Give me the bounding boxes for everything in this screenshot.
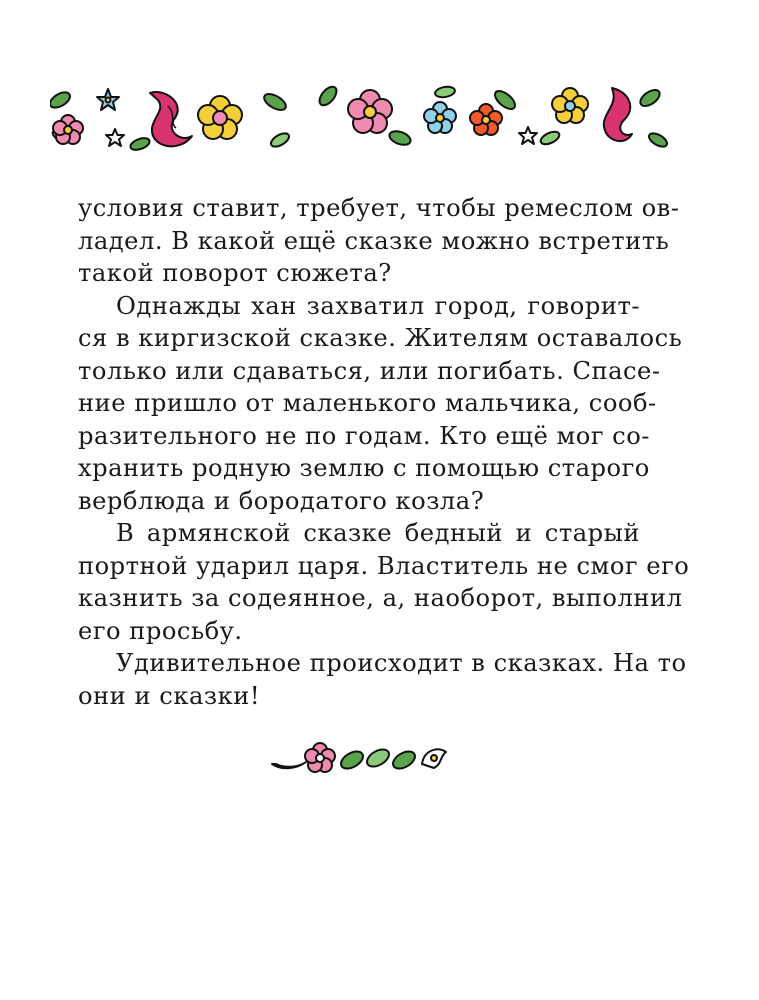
floral-divider-icon [270,738,460,778]
yellow-flower-icon [198,96,242,139]
leaf-icon [338,748,366,772]
blue-flower-icon [97,89,119,110]
leaf-icon [316,84,339,109]
yellow-flower-icon [552,88,588,123]
magenta-swirl-icon [604,88,632,141]
text-line: хранить родную землю с помощью старого [78,454,650,482]
white-flower-icon [422,749,446,768]
text-line: Удивительное происходит в сказках. На то [116,649,687,677]
leaf-icon [129,136,151,152]
text-line: разительного не по годам. Кто ещё мог со- [78,421,650,450]
text-line: верблюда и бородатого козла? [78,486,485,515]
leaf-icon [434,85,455,98]
text-line: В армянской сказке бедный и старый [116,519,640,547]
text-line: Однажды хан захватил город, говорит- [116,291,640,320]
blue-flower-icon [424,102,456,133]
leaf-icon [390,748,418,772]
leaf-icon [539,129,561,147]
magenta-swirl-icon [150,92,192,146]
leaf-icon [492,88,518,113]
leaf-icon [262,91,289,113]
text-line: такой поворот сюжета? [78,259,392,287]
leaf-icon [50,89,73,110]
leaf-icon [269,131,291,150]
text-line: ся в киргизской сказке. Жителям оставалось [78,324,683,352]
pink-flower-icon [348,90,392,133]
blue-flower-icon [106,129,124,146]
leaf-icon [364,746,392,770]
orange-flower-icon [470,104,502,135]
text-line: ние пришло от маленького мальчика, сооб- [78,389,657,417]
pink-flower-icon [305,743,335,772]
leaf-icon [647,131,669,150]
text-line: портной ударил царя. Властитель не смог его [78,551,690,580]
text-line: условия ставит, требует, чтобы ремеслом ов- [78,194,680,222]
story-text [78,192,690,712]
floral-border-icon [50,78,670,160]
swirl-stroke-icon [272,762,306,768]
text-line: только или сдаваться, или погибать. Спасе- [78,356,661,385]
text-line: они и сказки! [78,681,261,710]
pink-flower-icon [53,115,83,144]
text-line: казнить за содеянное, а, наоборот, выполнил [78,584,683,612]
leaf-icon [638,87,663,109]
text-line: ладел. В какой ещё сказке можно встретить [78,226,670,255]
text-line: его просьбу. [78,616,243,645]
white-flower-icon [519,127,537,144]
leaf-icon [388,129,413,148]
